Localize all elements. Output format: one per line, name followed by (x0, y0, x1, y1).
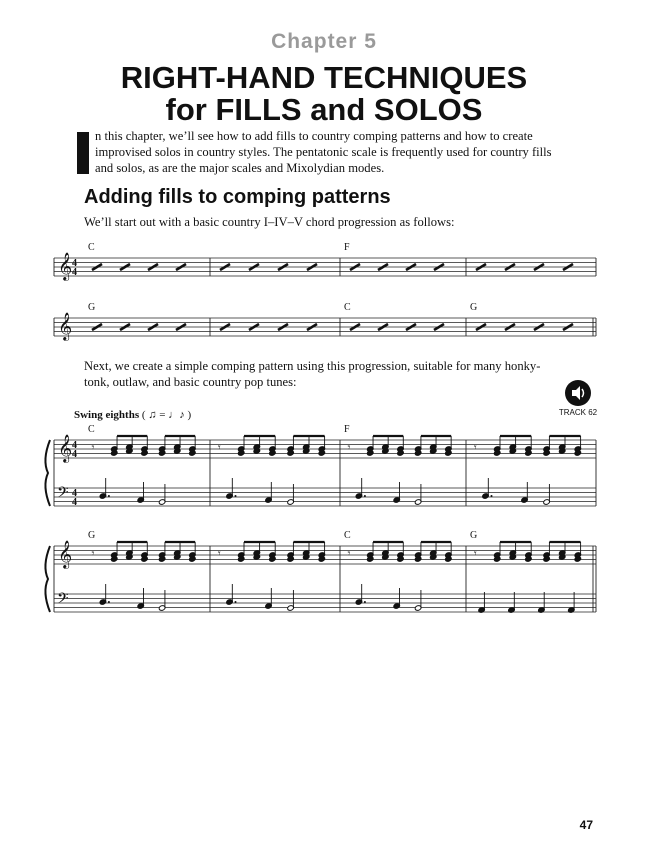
page-number: 47 (579, 818, 593, 832)
brace (45, 440, 50, 506)
chord-symbol: F (344, 424, 350, 435)
chord-symbol: G (88, 302, 96, 313)
audio-track-icon (565, 380, 591, 406)
time-signature-top: 4 (72, 488, 77, 499)
slash-staff-1 (0, 238, 648, 298)
paragraph-comping: Next, we create a simple comping pattern using this progression, suitable for many honky-tonk, outlaw, and basic country pop tunes: (84, 359, 541, 390)
chord-symbol: C (88, 242, 95, 253)
chord-symbol: G (88, 530, 96, 541)
grand-staff-system-1 (0, 418, 648, 528)
track-marker (558, 380, 598, 417)
chord-symbol: G (470, 302, 478, 313)
time-signature-bottom: 4 (72, 267, 77, 278)
treble-clef: 𝄞 (58, 254, 73, 280)
time-signature-bottom: 4 (72, 449, 77, 460)
dot (108, 495, 110, 497)
chord-symbol: F (344, 242, 350, 253)
chapter-label: Chapter 5 (271, 30, 377, 53)
chapter-title-line-1: RIGHT-HAND TECHNIQUES (120, 60, 528, 95)
eighth-rest: 𝄾 (347, 548, 351, 560)
intro-paragraph: n this chapter, we’ll see how to add fills to country comping patterns and how to create improvised solos in country styles. The pentatonic scale is frequently used for country fills and solos, as are the major scales and Mixolydian modes. (95, 129, 552, 176)
swing-label: Swing eighths (74, 409, 140, 421)
chapter-title-line-2: for FILLS and SOLOS (165, 92, 483, 127)
dot (108, 601, 110, 603)
treble-clef: 𝄞 (58, 314, 73, 340)
dot (364, 495, 366, 497)
dot (235, 495, 237, 497)
bass-clef: 𝄢 (57, 590, 69, 610)
slash-staff-2 (0, 298, 648, 358)
treble-clef: 𝄞 (58, 542, 73, 568)
chord-symbol: G (470, 530, 478, 541)
drop-cap (77, 132, 89, 174)
eighth-rest: 𝄾 (217, 548, 221, 560)
eighth-rest: 𝄾 (347, 442, 351, 454)
dot (364, 601, 366, 603)
brace (45, 546, 50, 612)
section-heading: Adding fills to comping patterns (84, 186, 391, 208)
chord-symbol: C (88, 424, 95, 435)
eighth-rest: 𝄾 (473, 442, 477, 454)
grand-staff-system-2 (0, 524, 648, 634)
swing-equals: ( ♫ = ♩♪ ) (141, 409, 192, 421)
eighth-rest: 𝄾 (473, 548, 477, 560)
time-signature-top: 4 (72, 258, 77, 269)
track-label: TRACK 62 (558, 408, 598, 417)
bass-clef: 𝄢 (57, 484, 69, 504)
paragraph-progression: We’ll start out with a basic country I–IV–V chord progression as follows: (84, 215, 455, 229)
treble-clef: 𝄞 (58, 436, 73, 462)
dot (235, 601, 237, 603)
chord-symbol: C (344, 530, 351, 541)
eighth-rest: 𝄾 (91, 548, 95, 560)
eighth-rest: 𝄾 (217, 442, 221, 454)
dot (491, 495, 493, 497)
chord-symbol: C (344, 302, 351, 313)
time-signature-bottom: 4 (72, 497, 77, 508)
time-signature-top: 4 (72, 440, 77, 451)
eighth-rest: 𝄾 (91, 442, 95, 454)
